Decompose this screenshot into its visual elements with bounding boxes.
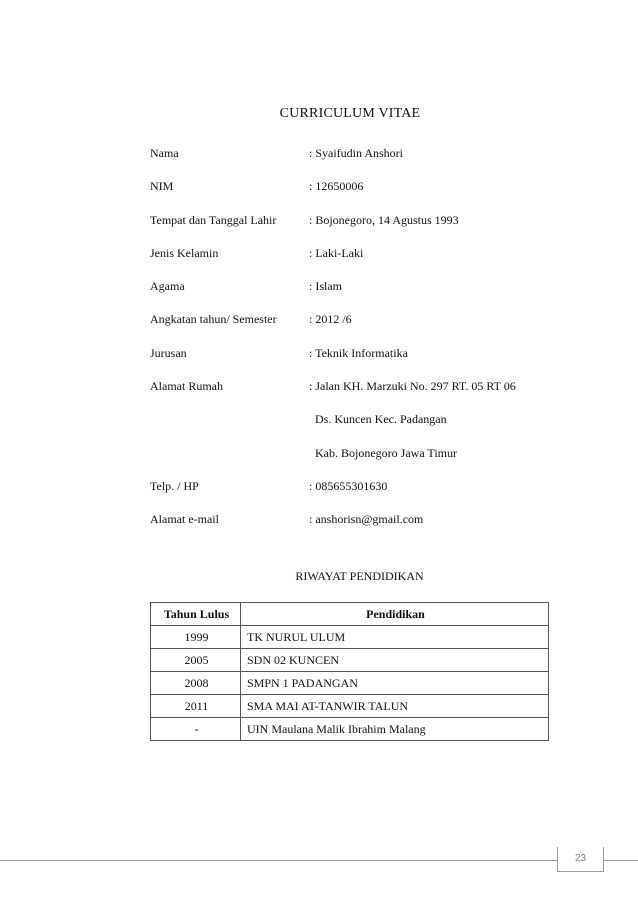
info-value: : Islam: [309, 279, 342, 294]
info-value: : 2012 /6: [309, 312, 352, 327]
info-row-semester: [150, 312, 590, 345]
cell-year: 2011: [151, 695, 241, 718]
table-row: [151, 672, 549, 695]
info-label: Jurusan: [150, 345, 187, 360]
page-number: 23: [557, 847, 604, 872]
info-value: Kab. Bojonegoro Jawa Timur: [315, 445, 457, 460]
info-value: : Teknik Informatika: [309, 345, 408, 360]
info-label: Alamat Rumah: [150, 379, 223, 394]
cell-school: SMA MAI AT-TANWIR TALUN: [241, 695, 549, 718]
table-header-row: [151, 603, 549, 626]
cell-school: SMPN 1 PADANGAN: [241, 672, 549, 695]
cell-year: 1999: [151, 626, 241, 649]
info-value: : Laki-Laki: [309, 245, 364, 260]
info-value: : anshorisn@gmail.com: [309, 512, 424, 527]
cell-year: 2005: [151, 649, 241, 672]
info-row-religion: [150, 279, 590, 312]
info-value: Ds. Kuncen Kec. Padangan: [315, 412, 447, 427]
info-value: : Bojonegoro, 14 Agustus 1993: [309, 212, 459, 227]
info-value: : Jalan KH. Marzuki No. 297 RT. 05 RT 06: [309, 379, 516, 394]
table-row: [151, 626, 549, 649]
info-label: Nama: [150, 146, 179, 160]
info-label: Alamat e-mail: [150, 512, 219, 527]
column-header-year: Tahun Lulus: [151, 603, 241, 626]
table-row: [151, 718, 549, 741]
education-heading: RIWAYAT PENDIDIKAN: [295, 569, 424, 583]
table-row: [151, 649, 549, 672]
info-label: Angkatan tahun/ Semester: [150, 312, 277, 327]
cell-year: 2008: [151, 672, 241, 695]
info-label: Jenis Kelamin: [150, 245, 219, 260]
personal-info: [150, 146, 590, 546]
cell-school: TK NURUL ULUM: [241, 626, 549, 649]
info-row-gender: [150, 246, 590, 279]
cell-school: SDN 02 KUNCEN: [241, 649, 549, 672]
info-label: Tempat dan Tanggal Lahir: [150, 212, 277, 227]
info-value: : 085655301630: [309, 478, 388, 493]
info-label: NIM: [150, 179, 174, 194]
info-row-address: [150, 379, 590, 412]
info-label: Telp. / HP: [150, 478, 199, 493]
info-row-nama: [150, 146, 590, 179]
education-table: [150, 602, 549, 741]
info-value: : Syaifudin Anshori: [309, 146, 404, 160]
info-label: Agama: [150, 279, 185, 294]
info-value: : 12650006: [309, 179, 364, 194]
table-row: [151, 695, 549, 718]
info-row-address-line2: [150, 412, 590, 445]
column-header-education: Pendidikan: [241, 603, 549, 626]
cell-year: -: [151, 718, 241, 741]
info-row-address-line3: [150, 446, 590, 479]
cell-school: UIN Maulana Malik Ibrahim Malang: [241, 718, 549, 741]
footer-divider: [0, 860, 638, 861]
document-title: CURRICULUM VITAE: [279, 106, 421, 121]
info-row-nim: [150, 179, 590, 212]
info-row-birth: [150, 213, 590, 246]
info-row-email: [150, 512, 590, 545]
info-row-phone: [150, 479, 590, 512]
info-row-major: [150, 346, 590, 379]
